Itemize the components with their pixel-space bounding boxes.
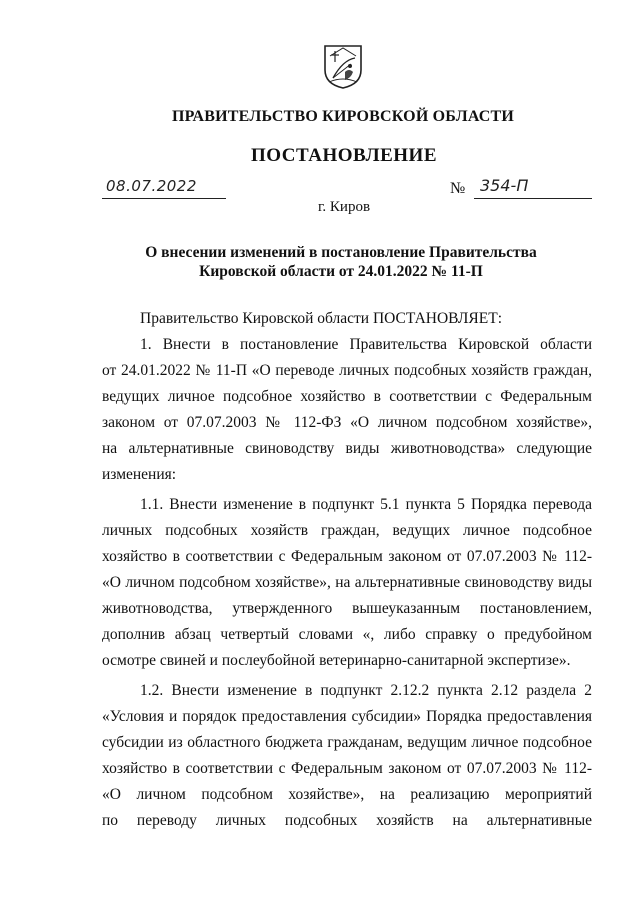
body-line: 1.2. Внести изменение в подпункт 2.12.2 пункта 2.12 раздела 2 <box>140 682 592 699</box>
body-line: по переводу личных подсобных хозяйств на альтернативные <box>102 812 592 829</box>
body-line: животноводства, утвержденного вышеуказанным постановлением, <box>102 600 592 617</box>
number-field <box>474 178 592 199</box>
document-body <box>102 306 592 834</box>
coat-of-arms-icon <box>321 42 365 90</box>
body-line: ведущих личное подсобное хозяйство в соответствии с Федеральным <box>102 388 592 405</box>
body-line: от 24.01.2022 № 11-П «О переводе личных подсобных хозяйств граждан, <box>102 362 592 379</box>
body-line: законом от 07.07.2003 № 112-ФЗ «О личном подсобном хозяйстве», <box>102 414 592 431</box>
date-field <box>102 178 226 199</box>
handwritten-date: 08.07.2022 <box>106 177 197 195</box>
body-line: дополнив абзац четвертый словами «, либо справку о предубойном <box>102 626 592 643</box>
body-line: 1. Внести в постановление Правительства Кировской области <box>140 336 592 353</box>
body-line: Правительство Кировской области ПОСТАНОВЛЯЕТ: <box>140 310 503 327</box>
government-name: ПРАВИТЕЛЬСТВО КИРОВСКОЙ ОБЛАСТИ <box>171 108 515 125</box>
body-line: «О личном подсобном хозяйстве», на реализацию мероприятий <box>102 786 592 803</box>
document-subject <box>0 243 640 281</box>
body-line: «Условия и порядок предоставления субсидии» Порядка предоставления <box>102 708 592 725</box>
number-sign: № <box>450 180 466 197</box>
subject-line: Кировской области от 24.01.2022 № 11-П <box>199 263 483 280</box>
body-line: субсидии из областного бюджета гражданам, ведущим личное подсобное <box>102 734 592 751</box>
body-line: осмотре свиней и послеубойной ветеринарно-санитарной экспертизе». <box>102 652 571 669</box>
body-line: на альтернативные свиноводству виды животноводства» следующие <box>102 440 592 457</box>
document-type: ПОСТАНОВЛЕНИЕ <box>250 145 438 166</box>
body-line: «О личном подсобном хозяйстве», на альтернативные свиноводству виды <box>102 574 592 591</box>
body-line: изменения: <box>102 466 177 483</box>
city: г. Киров <box>317 199 371 215</box>
body-line: хозяйство в соответствии с Федеральным законом от 07.07.2003 № 112- <box>102 760 592 777</box>
handwritten-number: 354-П <box>480 176 529 195</box>
body-line: хозяйство в соответствии с Федеральным законом от 07.07.2003 № 112- <box>102 548 592 565</box>
body-line: 1.1. Внести изменение в подпункт 5.1 пункта 5 Порядка перевода <box>140 496 592 513</box>
subject-line: О внесении изменений в постановление Правительства <box>145 244 537 261</box>
body-line: личных подсобных хозяйств граждан, ведущих личное подсобное <box>102 522 592 539</box>
